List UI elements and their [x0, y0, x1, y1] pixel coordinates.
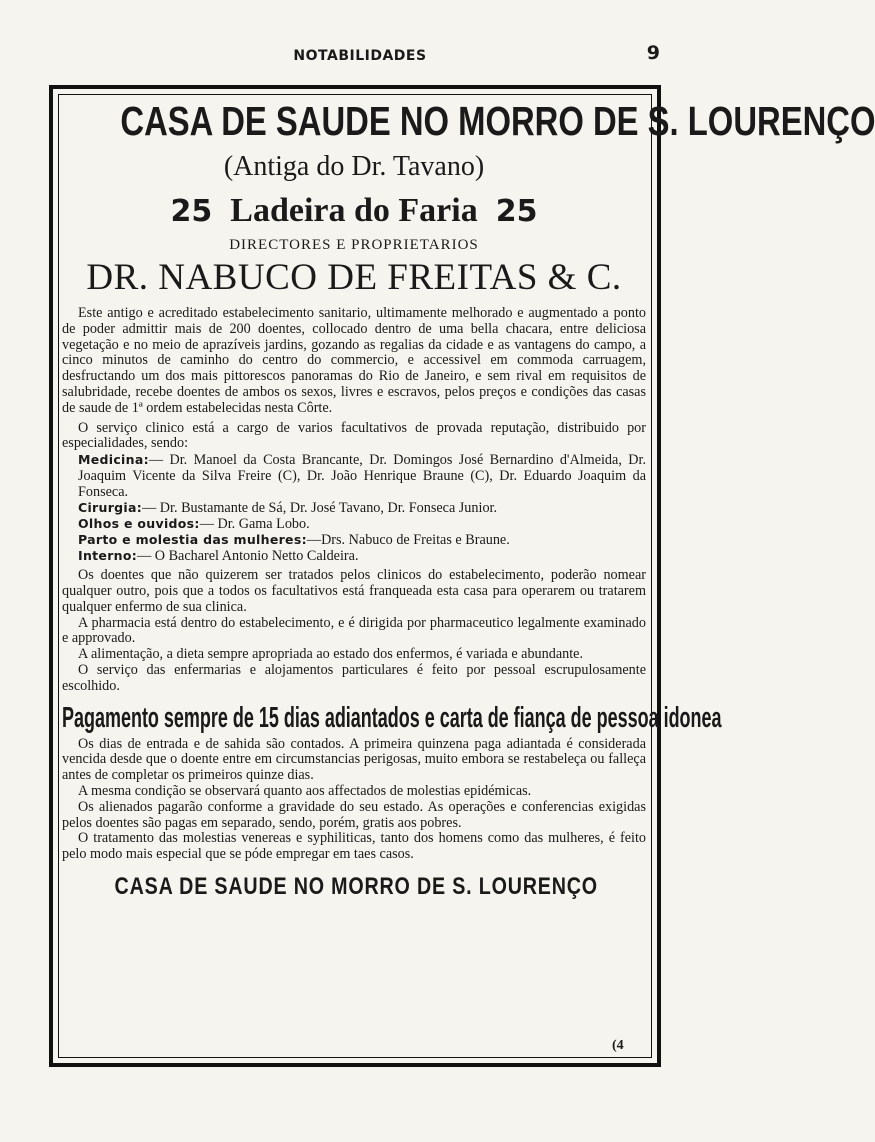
payment-banner: Pagamento sempre de 15 dias adiantados e carta de fiança de pessoa idonea — [62, 701, 722, 734]
headline: CASA DE SAUDE NO MORRO DE S. LOURENÇO — [120, 98, 875, 144]
paragraph: O tratamento das molestias venereas e syphiliticas, tanto dos homens como das mulheres, é feito pelo modo mais especial que se póde empregar em taes casos. — [62, 830, 646, 863]
footer-title: CASA DE SAUDE NO MORRO DE S. LOURENÇO — [114, 872, 598, 900]
specialty-item — [62, 532, 646, 548]
specialty-text: —Drs. Nabuco de Freitas e Braune. — [306, 532, 510, 549]
paragraph: O serviço das enfermarias e alojamentos particulares é feito por pessoal escrupulosamente escolhido. — [62, 661, 646, 694]
page-header — [60, 42, 660, 72]
street-number-right: 25 — [495, 194, 538, 229]
paragraph: Os dias de entrada e de sahida são contados. A primeira quinzena paga adiantada é considerada vencida desde que o doente entre em circumstancias perigosas, muito embora se restabeleça ou falleça antes de completar os primeiros quinze dias. — [62, 735, 646, 784]
directors-label: DIRECTORES E PROPRIETARIOS — [229, 237, 479, 253]
page-number: 9 — [646, 42, 660, 64]
owners-name: DR. NABUCO DE FREITAS & C. — [86, 257, 622, 298]
paragraph: Os alienados pagarão conforme a gravidade do seu estado. As operações e conferencias exigidas pelos doentes são pagas em separado, sendo, porém, gratis aos pobres. — [62, 798, 646, 831]
specialty-label: Parto e molestia das mulheres: — [78, 532, 307, 548]
specialty-text: — O Bacharel Antonio Netto Caldeira. — [137, 548, 359, 565]
specialty-label: Interno: — [78, 548, 138, 564]
intro-paragraph: Este antigo e acreditado estabelecimento sanitario, ultimamente melhorado e augmentado a ponto de poder admittir mais de 200 doentes, collocado dentro de uma bella chacara, entre deliciosa vegetação e no meio de aprazíveis jardins, gozando as regalias da cidade e as vantagens do campo, a cinco minutos de caminho do centro do commercio, e accessivel em commoda carruagem, desfructando um dos mais pittorescos panoramas do Rio de Janeiro, e sem rival em requisitos de salubridade, recebe doentes de ambos os sexos, livres e escravos, pelos preços e condições das casas de saude de 1ª ordem estabelecidas nesta Côrte. — [62, 305, 646, 416]
paragraph: A pharmacia está dentro do estabelecimento, e é dirigida por pharmaceutico legalmente examinado e approvado. — [62, 614, 646, 647]
specialty-label: Olhos e ouvidos: — [78, 516, 200, 532]
specialty-label: Medicina: — [78, 452, 149, 468]
print-mark: (4 — [612, 1038, 624, 1053]
advertisement-content — [62, 96, 875, 901]
clinical-paragraph: O serviço clinico está a cargo de varios facultativos de provada reputação, distribuido por especialidades, sendo: — [62, 419, 646, 452]
address — [62, 190, 646, 233]
specialty-item — [62, 500, 646, 516]
subtitle: (Antiga do Dr. Tavano) — [223, 151, 485, 182]
specialty-item — [62, 516, 646, 532]
specialty-item — [62, 548, 646, 564]
street-number-left: 25 — [170, 194, 213, 229]
paragraph: A alimentação, a dieta sempre apropriada ao estado dos enfermos, é variada e abundante. — [78, 646, 584, 663]
specialties-list — [62, 452, 646, 564]
running-title: NOTABILIDADES — [293, 48, 427, 64]
specialty-label: Cirurgia: — [78, 500, 143, 516]
specialty-text: — Dr. Bustamante de Sá, Dr. José Tavano, Dr. Fonseca Junior. — [142, 500, 498, 517]
street-name: Ladeira do Faria — [230, 192, 478, 229]
paragraph: A mesma condição se observará quanto aos affectados de molestias epidémicas. — [78, 782, 532, 799]
specialty-text: — Dr. Manoel da Costa Brancante, Dr. Domingos José Bernardino d'Almeida, Dr. Joaquim Vicente da Silva Freire (C), Dr. João Henrique Braune (C), Dr. Eduardo Joaquim da Fonseca. — [78, 452, 646, 501]
specialty-item — [62, 452, 646, 500]
paragraph: Os doentes que não quizerem ser tratados pelos clinicos do estabelecimento, poderão nomear qualquer outro, pois que a todos os facultativos está franqueada esta casa para operarem ou tratarem qualquer enfermo de sua clinica. — [62, 567, 646, 615]
specialty-text: — Dr. Gama Lobo. — [199, 516, 310, 533]
